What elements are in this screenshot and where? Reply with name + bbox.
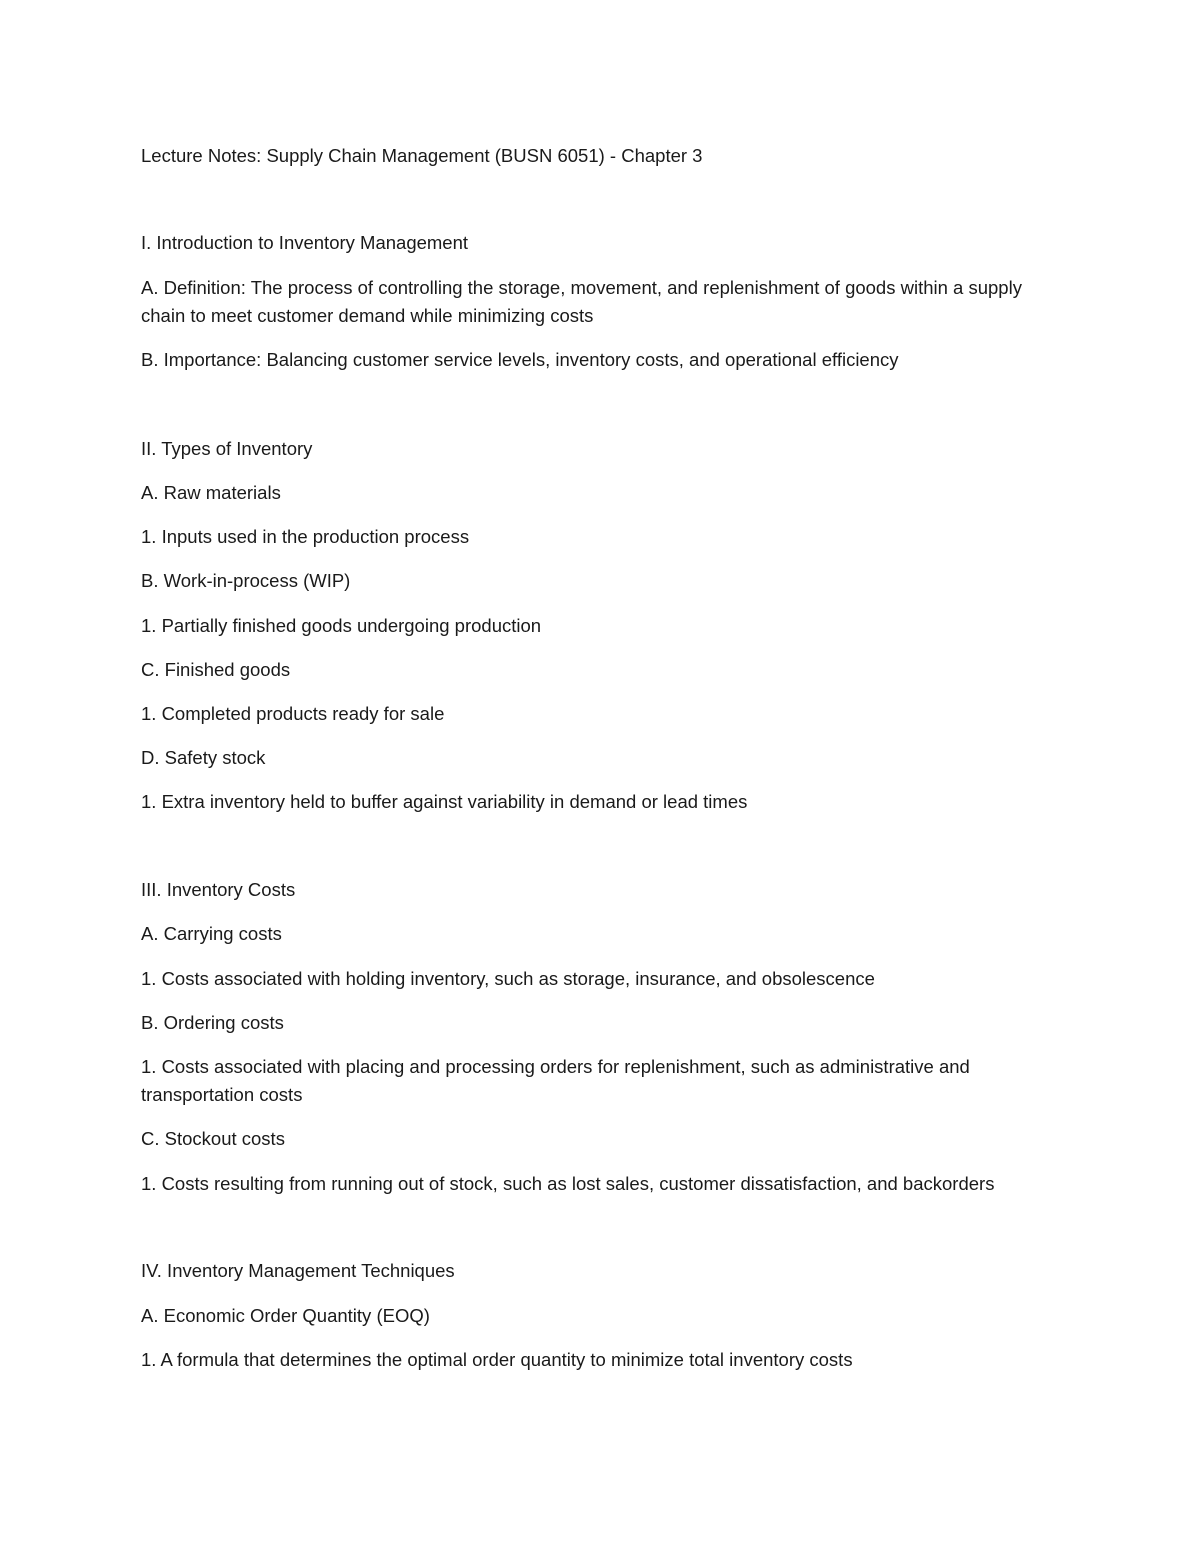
section-heading-4: IV. Inventory Management Techniques <box>141 1260 455 1281</box>
section-heading-2: II. Types of Inventory <box>141 438 313 459</box>
section-1-item-2: B. Importance: Balancing customer service levels, inventory costs, and operational efficiency <box>141 349 899 370</box>
section-3-item-2: 1. Costs associated with holding inventory, such as storage, insurance, and obsolescence <box>141 968 875 989</box>
section-3-item-1: A. Carrying costs <box>141 923 282 944</box>
section-3-item-3: B. Ordering costs <box>141 1012 284 1033</box>
document-title: Lecture Notes: Supply Chain Management (BUSN 6051) - Chapter 3 <box>141 145 703 166</box>
section-2-item-5: C. Finished goods <box>141 659 291 680</box>
section-2-item-3: B. Work-in-process (WIP) <box>141 570 351 591</box>
section-3-item-6: 1. Costs resulting from running out of stock, such as lost sales, customer dissatisfaction, and backorders <box>141 1173 995 1194</box>
section-heading-3: III. Inventory Costs <box>141 879 296 900</box>
section-2-item-2: 1. Inputs used in the production process <box>141 526 470 547</box>
section-2-item-8: 1. Extra inventory held to buffer against variability in demand or lead times <box>141 791 748 812</box>
section-1-item-1: A. Definition: The process of controlling the storage, movement, and replenishment of goods within a supply chain to meet customer demand while minimizing costs <box>141 277 1022 326</box>
section-2-item-4: 1. Partially finished goods undergoing production <box>141 615 542 636</box>
section-2-item-1: A. Raw materials <box>141 482 281 503</box>
section-2-item-7: D. Safety stock <box>141 747 266 768</box>
section-heading-1: I. Introduction to Inventory Management <box>141 232 469 253</box>
section-3-item-4: 1. Costs associated with placing and processing orders for replenishment, such as administrative and transportation costs <box>141 1056 970 1105</box>
section-3-item-5: C. Stockout costs <box>141 1128 285 1149</box>
section-4-item-2: 1. A formula that determines the optimal order quantity to minimize total inventory costs <box>141 1349 853 1370</box>
section-2-item-6: 1. Completed products ready for sale <box>141 703 445 724</box>
section-4-item-1: A. Economic Order Quantity (EOQ) <box>141 1305 430 1326</box>
